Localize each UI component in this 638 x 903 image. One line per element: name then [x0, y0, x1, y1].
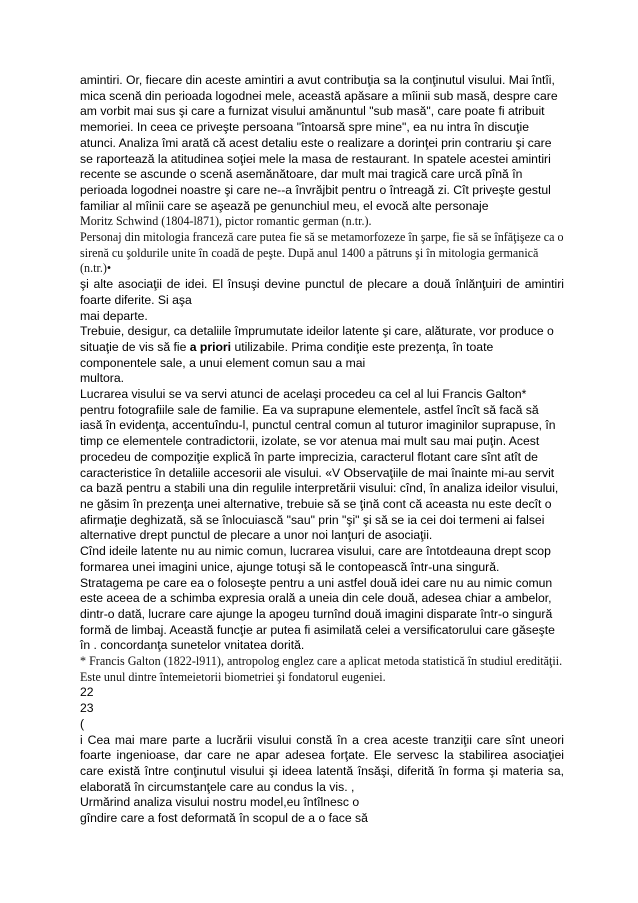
emphasis-a-priori: a priori: [189, 339, 232, 354]
footnote-galton: * Francis Galton (1822-l911), antropolog englez care a aplicat metoda statistică în studiul eredităţii. Este unul dintre întemeietorii biometriei şi fondatorul eugeniei.: [80, 654, 563, 684]
paragraph: Urmărind analiza visului nostru model,eu întîlnesc o: [80, 795, 360, 810]
paragraph: amintiri. Or, fiecare din aceste amintiri a avut contribuţia sa la conţinutul visului. Mai întîi, mica scenă din perioada logodnei mele, această apăsare a mîinii sub masă, despre care am vorbit mai sus şi care a furnizat visului amănuntul "sub masă", care poate fi atribuit memoriei. In ceea ce priveşte persoana "întoarsă spre mine", ea nu intra în discuţie atunci. Analiza îmi arată că acest detaliu este o realizare a dorinţei prin contrariu şi care se raportează la atitudinea soţiei mele la masa de restaurant. In spatele acestei amintiri recente se ascunde o scenă asemănătoare, dar mult mai tragică care urcă pînă în perioada logodnei noastre şi care ne--a învrăjbit pentru o întreagă zi. Cît priveşte gestul familiar al mîinii care se aşează pe genunchiul meu, el evocă alte personaje: [80, 73, 558, 213]
paragraph: gîndire care a fost deformată în scopul de a o face să: [80, 811, 368, 826]
text-run: Trebuie, desigur, ca detaliile împrumutate ideilor latente şi care, alăturate, vor produce o situaţie de vis să fie: [80, 324, 554, 354]
paragraph: i Cea mai mare parte a lucrării visului constă în a crea aceste tranziţii care sînt uneori foarte ingenioase, dar care ne apar adesea forţate. Ele servesc la stabilirea asociaţiei care există între conţinutul visului şi ideea latentă însăşi, diferită în forma şi materia sa, elaborată în circumstanţele care au condus la vis. ,: [80, 732, 564, 794]
document-page: [80, 73, 564, 827]
text-run: utilizabile. Prima condiţie este prezenţa, în toate componentele sale, a unui element comun sau a mai: [80, 339, 494, 370]
paragraph: mai departe.: [80, 308, 148, 323]
paragraph: Cînd ideile latente nu au nimic comun, lucrarea visului, care are întotdeauna drept scop formarea unei imagini unice, ajunge totuşi să le contopească într-una singură. Stratagema pe care ea o foloseşte pentru a uni astfel două idei care nu au nimic comun este aceea de a schimba expresia orală a uneia din cele două, adesea chiar a ambelor, dintr-o dată, lucrare care ajunge la apogeu turnînd două imagini disparate într-o singură formă de limbaj. Această funcţie ar putea fi asimilată celei a versificatorului care găseşte în . concordanţa sunetelor vnitatea dorită.: [80, 544, 555, 653]
paragraph: multora.: [80, 371, 125, 386]
paragraph: şi alte asociaţii de idei. El însuşi devine punctul de plecare a două înlănţuiri de amintiri foarte diferite. Si aşa: [80, 277, 564, 307]
footnote-schwind: Moritz Schwind (1804-l871), pictor romantic german (n.tr.).: [80, 214, 372, 229]
paragraph: [80, 324, 564, 371]
page-number: 22: [80, 685, 94, 700]
page-number: 23: [80, 701, 94, 716]
stray-parenthesis: (: [80, 716, 85, 731]
paragraph: Lucrarea visului se va servi atunci de acelaşi procedeu ca cel al lui Francis Galton* pentru fotografiile sale de familie. Ea va suprapune elementele, astfel încît să facă să iasă în evidenţa, accentuîndu-l, punctul central comun al tuturor imaginilor suprapuse, în timp ce elementele contradictorii, izolate, se vor atenua mai mult sau mai puţin. Acest procedeu de compoziţie explică în parte imprecizia, caracterul flotant care sînt atît de caracteristice în detaliile accesorii ale visului. «V Observaţiile de mai înainte mi-au servit ca bază pentru a stabili una din regulile interpretării visului: cînd, în analiza ideilor visului, ne găsim în prezenţa unei alternative, trebuie să se ţină cont că aceasta nu este decît o afirmaţie deghizată, să se înlocuiască "sau" prin "şi" şi să se ia cei doi termeni ai falsei alternative drept punctul de plecare a unor noi lanţuri de asociaţii.: [80, 387, 559, 543]
footnote-melusine: Personaj din mitologia franceză care putea fie să se metamorfozeze în şarpe, fie să se înfăţişeze ca o sirenă cu şoldurile unite în coadă de peşte. După anul 1400 a pătruns şi în mitologia germanică (n.tr.)•: [80, 230, 564, 276]
